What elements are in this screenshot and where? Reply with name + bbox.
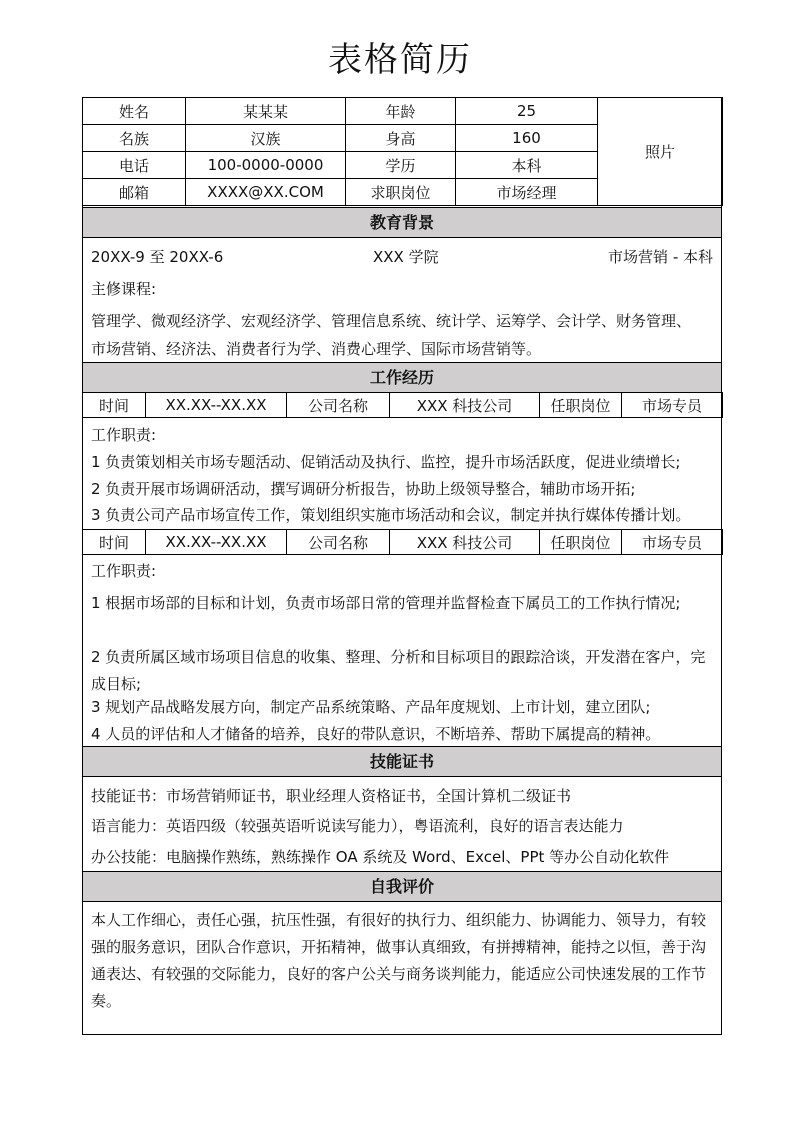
job-time-label: 时间: [83, 530, 146, 555]
ethnicity-value: 汉族: [186, 125, 346, 152]
job-role-value: 市场专员: [622, 530, 723, 555]
resume-table: [82, 97, 722, 1035]
courses-label: 主修课程:: [91, 280, 157, 298]
height-value: 160: [456, 125, 598, 152]
duty-item: 1 根据市场部的目标和计划，负责市场部日常的管理并监督检查下属员工的工作执行情况;: [91, 594, 681, 612]
job-company-value: XXX 科技公司: [390, 530, 540, 555]
duty-item: 3 规划产品战略发展方向，制定产品系统策略、产品年度规划、上市计划，建立团队;: [91, 698, 651, 716]
job-company-label: 公司名称: [287, 393, 390, 418]
email-label: 邮箱: [83, 179, 186, 206]
education-period: 20XX-9 至 20XX-6: [91, 248, 224, 266]
name-label: 姓名: [83, 98, 186, 125]
job-role-value: 市场专员: [622, 393, 723, 418]
duty-item: 2 负责所属区域市场项目信息的收集、整理、分析和目标项目的跟踪洽谈，开发潜在客户，完成目标;: [91, 648, 706, 693]
duties-label: 工作职责:: [91, 562, 157, 580]
age-value: 25: [456, 98, 598, 125]
job-company-label: 公司名称: [287, 530, 390, 555]
job-info-row: [82, 392, 723, 418]
job-role-label: 任职岗位: [540, 393, 622, 418]
job-company-value: XXX 科技公司: [390, 393, 540, 418]
job-info-row: [82, 529, 723, 555]
duty-item: 2 负责开展市场调研活动，撰写调研分析报告，协助上级领导整合，辅助市场开拓;: [91, 480, 636, 498]
education-header: 教育背景: [83, 207, 721, 238]
skills-header: 技能证书: [83, 746, 721, 777]
job-time-label: 时间: [83, 393, 146, 418]
skill-item: 语言能力：英语四级（较强英语听说读写能力），粤语流利，良好的语言表达能力: [91, 817, 624, 835]
education-value: 本科: [456, 152, 598, 179]
courses-line: 管理学、微观经济学、宏观经济学、管理信息系统、统计学、运筹学、会计学、财务管理、: [91, 312, 692, 330]
photo-placeholder: 照片: [598, 98, 723, 206]
height-label: 身高: [346, 125, 456, 152]
phone-label: 电话: [83, 152, 186, 179]
page-title: 表格简历: [328, 40, 472, 80]
email-value: XXXX@XX.COM: [186, 179, 346, 206]
job-time-value: XX.XX--XX.XX: [146, 393, 287, 418]
self-eval-header: 自我评价: [83, 871, 721, 902]
job-time-value: XX.XX--XX.XX: [146, 530, 287, 555]
skill-item: 办公技能：电脑操作熟练，熟练操作 OA 系统及 Word、Excel、PPt 等办公自动化软件: [91, 848, 670, 866]
ethnicity-label: 名族: [83, 125, 186, 152]
position-value: 市场经理: [456, 179, 598, 206]
skill-item: 技能证书：市场营销师证书，职业经理人资格证书，全国计算机二级证书: [91, 787, 572, 805]
self-eval-text: 本人工作细心，责任心强，抗压性强，有很好的执行力、组织能力、协调能力、领导力，有较强的服务意识，团队合作意识，开拓精神，做事认真细致，有拼搏精神，能持之以恒，善于沟通表达、有较强的交际能力，良好的客户公关与商务谈判能力，能适应公司快速发展的工作节奏。: [91, 911, 707, 1010]
duty-item: 1 负责策划相关市场专题活动、促销活动及执行、监控，提升市场活跃度，促进业绩增长;: [91, 453, 681, 471]
duties-label: 工作职责:: [91, 426, 157, 444]
courses-line: 市场营销、经济法、消费者行为学、消费心理学、国际市场营销等。: [91, 340, 542, 358]
age-label: 年龄: [346, 98, 456, 125]
work-header: 工作经历: [83, 362, 721, 393]
phone-value: 100-0000-0000: [186, 152, 346, 179]
job-role-label: 任职岗位: [540, 530, 622, 555]
personal-info-table: [82, 97, 723, 206]
duty-item: 4 人员的评估和人才储备的培养，良好的带队意识，不断培养、帮助下属提高的精神。: [91, 725, 661, 743]
education-school: XXX 学院: [373, 248, 439, 266]
education-major: 市场营销 - 本科: [608, 248, 713, 266]
name-value: 某某某: [186, 98, 346, 125]
position-label: 求职岗位: [346, 179, 456, 206]
education-row: [91, 246, 713, 268]
duty-item: 3 负责公司产品市场宣传工作，策划组织实施市场活动和会议，制定并执行媒体传播计划。: [91, 506, 691, 524]
education-label: 学历: [346, 152, 456, 179]
